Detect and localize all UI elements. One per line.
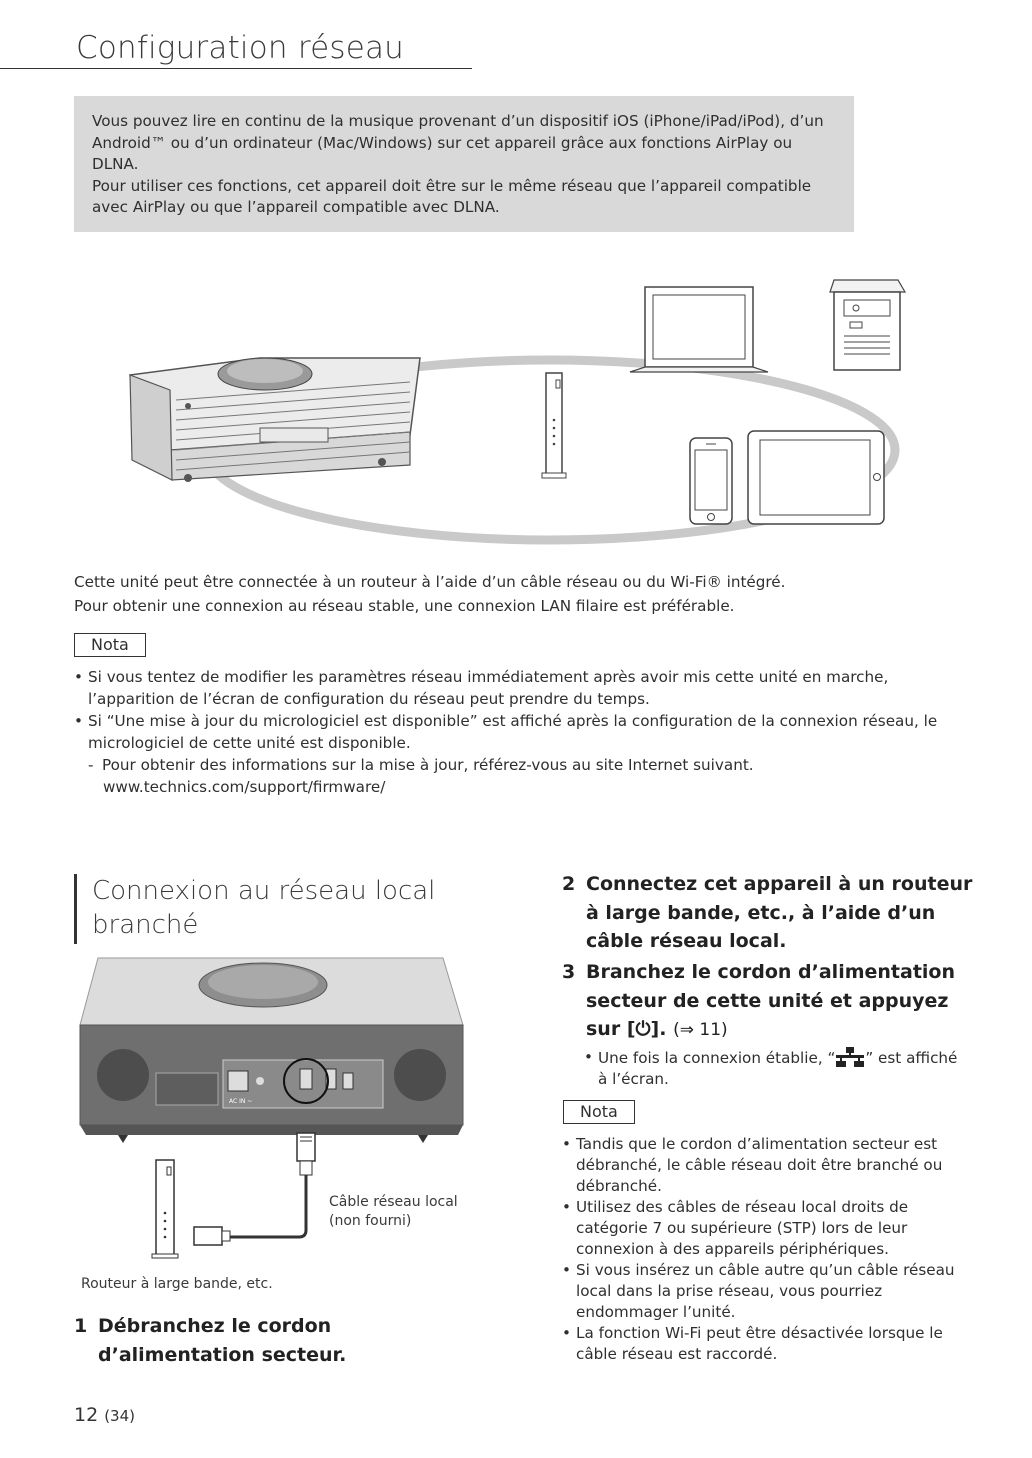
nota-label: Nota	[74, 633, 146, 657]
firmware-url: www.technics.com/support/firmware/	[103, 778, 386, 796]
step-2-number: 2	[562, 873, 576, 895]
smartphone-illustration	[690, 438, 732, 524]
intro-paragraph-2: Pour utiliser ces fonctions, cet appareil doit être sur le même réseau que l’appareil compatible avec AirPlay ou que l’appareil compatible avec DLNA.	[92, 176, 812, 216]
intro-paragraph-1: Vous pouvez lire en continu de la musique provenant d’un dispositif iOS (iPhone/iPad/iPod), d’un Android™ ou d’un ordinateur (Mac/Windows) sur cet appareil grâce aux fonctions AirPlay ou DLNA.	[92, 112, 824, 173]
audio-unit-illustration	[130, 358, 420, 482]
nota-2-item-3: • Si vous insérez un câble autre qu’un câble réseau local dans la prise réseau, vous pourriez endommager l’unité.	[562, 1260, 962, 1323]
nota-item-2: • Si “Une mise à jour du micrologiciel est disponible” est affiché après la configuration de la connexion réseau, le micrologiciel de cette unité est disponible.	[74, 710, 954, 754]
nota-item-1: • Si vous tentez de modifier les paramètres réseau immédiatement après avoir mis cette unité en marche, l’apparition de l’écran de configuration du réseau peut prendre du temps.	[74, 666, 954, 710]
section-bar	[74, 874, 77, 944]
step-3-bullet	[584, 1047, 964, 1090]
step-3	[562, 958, 982, 1048]
nota-list	[74, 666, 954, 798]
nota-2-item-2: • Utilisez des câbles de réseau local droits de catégorie 7 ou supérieure (STP) lors de leur connexion à des appareils périphériques.	[562, 1197, 962, 1260]
step-3-text: Branchez le cordon d’alimentation secteur de cette unité et appuyez sur	[586, 961, 955, 1040]
cable-label-line-2: (non fourni)	[329, 1213, 412, 1229]
step-3-bullet-text-a: Une fois la connexion établie, “	[598, 1049, 836, 1067]
page-number-main: 12	[74, 1404, 99, 1426]
network-connected-icon	[835, 1047, 865, 1067]
step-1-number: 1	[74, 1315, 88, 1337]
page-reference: (⇒ 11)	[673, 1020, 728, 1040]
step-2-text: Connectez cet appareil à un routeur à large bande, etc., à l’aide d’un câble réseau local.	[586, 873, 973, 952]
nota-2-list	[562, 1134, 962, 1365]
section-title	[92, 874, 472, 942]
nota-2-item-1: • Tandis que le cordon d’alimentation secteur est débranché, le câble réseau doit être branché ou débranché.	[562, 1134, 962, 1197]
nota-2-label: Nota	[563, 1100, 635, 1124]
step-2	[562, 870, 982, 960]
intro-box	[74, 96, 854, 232]
step-3-bullet-text-b: ” est affiché à l’écran.	[598, 1049, 958, 1088]
cable-label	[329, 1193, 458, 1231]
power-button-ref: [⏻].	[626, 1018, 667, 1040]
router-illustration	[542, 373, 566, 478]
page-number	[74, 1404, 135, 1426]
nota-sub-item: - Pour obtenir des informations sur la mise à jour, référez-vous au site Internet suivant.	[88, 754, 954, 776]
step-3-number: 3	[562, 961, 576, 983]
desktop-tower-illustration	[830, 280, 905, 370]
nota-2-item-4: • La fonction Wi-Fi peut être désactivée lorsque le câble réseau est raccordé.	[562, 1323, 962, 1365]
tablet-illustration	[748, 431, 884, 524]
router-label: Routeur à large bande, etc.	[81, 1276, 273, 1292]
connection-line-1: Cette unité peut être connectée à un routeur à l’aide d’un câble réseau ou du Wi-Fi® intégré.	[74, 573, 786, 591]
cable-label-line-1: Câble réseau local	[329, 1194, 458, 1210]
section-title-line-2: branché	[92, 910, 199, 940]
network-diagram	[110, 270, 910, 560]
ac-in-label: AC IN ~	[229, 1098, 253, 1105]
page-title: Configuration réseau	[76, 30, 405, 66]
section-title-line-1: Connexion au réseau local	[92, 876, 436, 906]
step-1-text: Débranchez le cordon d’alimentation secteur.	[98, 1315, 347, 1366]
title-rule	[0, 68, 472, 69]
connection-line-2: Pour obtenir une connexion au réseau stable, une connexion LAN filaire est préférable.	[74, 597, 735, 615]
step-1	[74, 1312, 474, 1374]
laptop-illustration	[630, 287, 768, 372]
page-number-sub: (34)	[104, 1407, 135, 1425]
